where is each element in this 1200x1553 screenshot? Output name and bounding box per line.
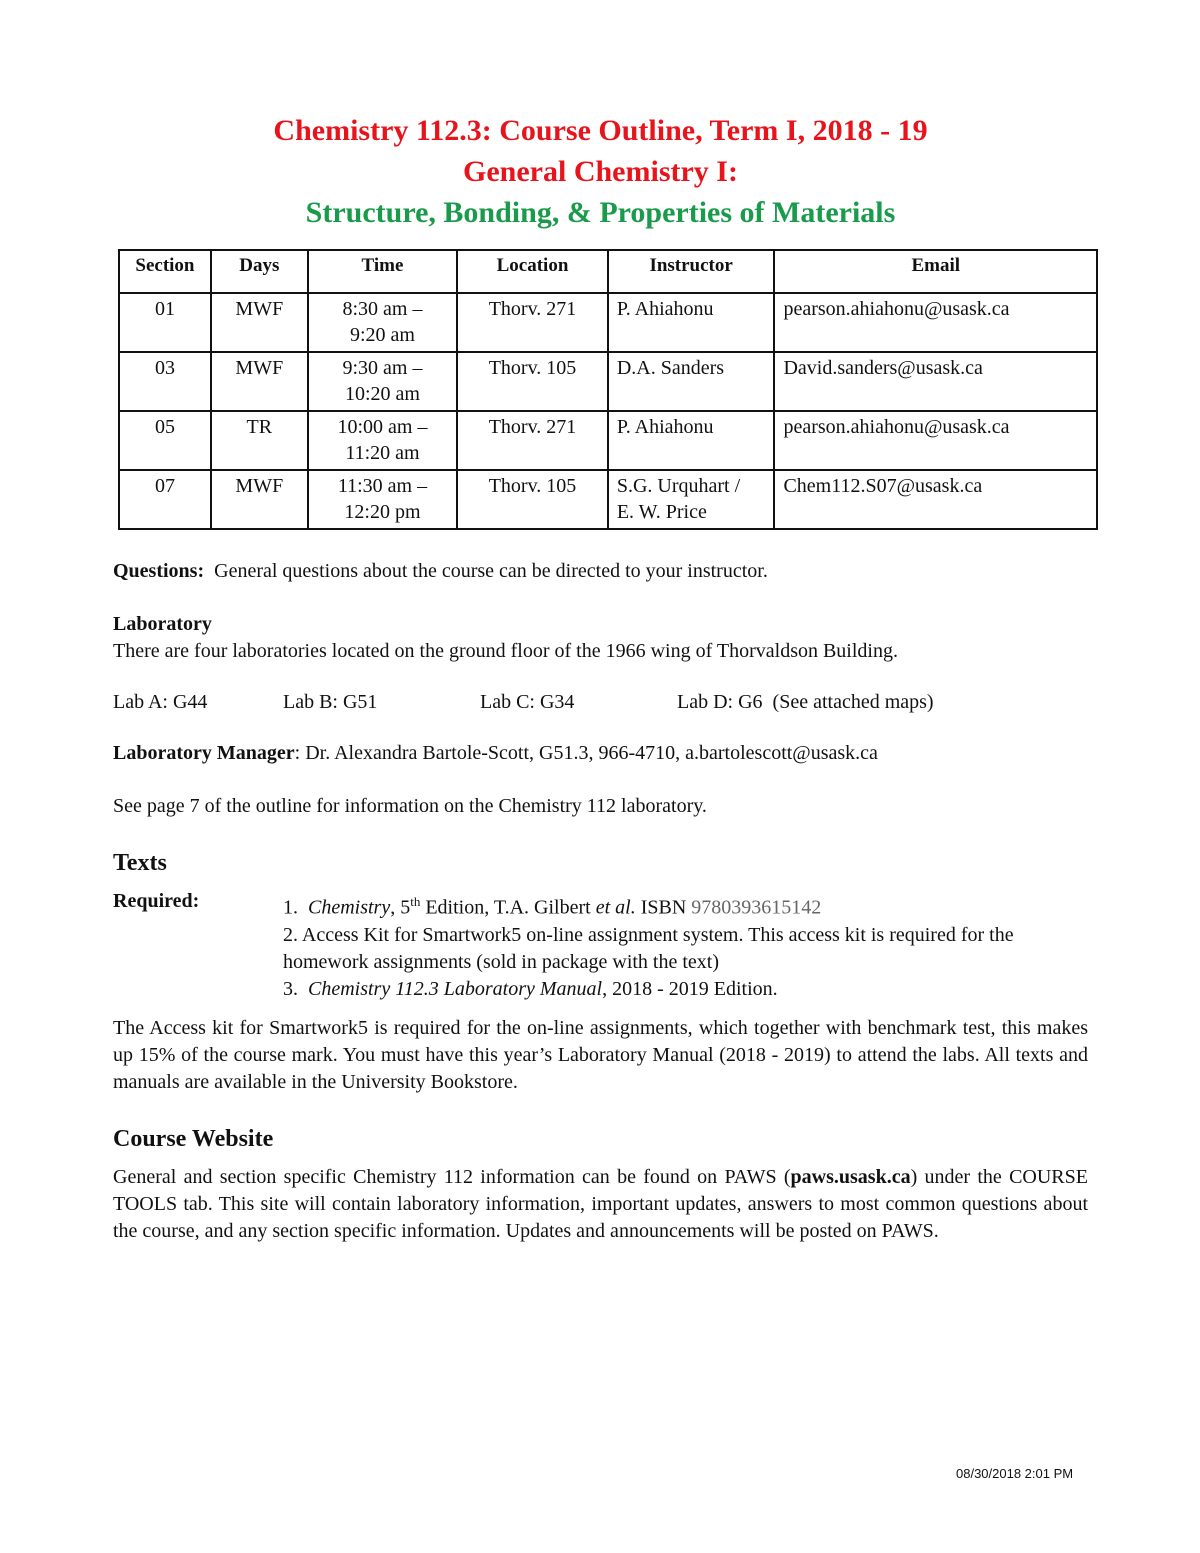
texts-heading: Texts [113,850,167,876]
cell-time [308,352,457,411]
time-end: 9:20 am [349,324,415,346]
cell-section: 01 [119,293,211,352]
cell-email: pearson.ahiahonu@usask.ca [774,293,1097,352]
cell-email: David.sanders@usask.ca [774,352,1097,411]
lab-manager [113,740,1088,767]
table-row [119,411,1097,470]
course-title: Chemistry 112.3: Course Outline, Term I, 2018 - 19 [273,114,928,147]
et-al: et al. [595,896,636,919]
book-title: Chemistry [308,896,391,919]
cell-time [308,293,457,352]
cell-days: TR [211,411,308,470]
texts-paragraph: The Access kit for Smartwork5 is required for the on-line assignments, which together with benchmark test, this makes up 15% of the course mark. You must have this year’s Laboratory Manual (2018 - 2019) to attend the labs. All texts and manuals are available in the University Bookstore. [113,1016,1088,1093]
website-paragraph [113,1164,1088,1245]
required-label: Required: [113,890,200,912]
item-number: 1. [283,896,298,919]
list-item [283,888,1088,922]
cell-email: pearson.ahiahonu@usask.ca [774,411,1097,470]
item-text: , 2018 - 2019 Edition. [602,977,778,1000]
questions-text: General questions about the course can be directed to your instructor. [214,560,768,582]
superscript: th [410,894,421,909]
header-email: Email [774,250,1097,293]
manual-title: Chemistry 112.3 Laboratory Manual [308,977,603,1000]
lab-b: Lab B: G51 [283,691,378,713]
table-header-row [119,250,1097,293]
cell-instructor [608,411,775,470]
cell-days: MWF [211,293,308,352]
time-start: 10:00 am – [337,416,428,438]
required-list [283,888,1088,1003]
website-text: General and section specific Chemistry 112 information can be found on PAWS ( [113,1165,791,1188]
course-topic: Structure, Bonding, & Properties of Materials [305,196,896,229]
time-start: 11:30 am – [337,475,428,497]
time-start: 9:30 am – [342,357,423,379]
header-section: Section [119,250,211,293]
questions-label: Questions: [113,560,205,582]
footer-timestamp: 08/30/2018 2:01 PM [956,1466,1074,1481]
time-end: 11:20 am [345,442,420,464]
page [113,110,1088,1245]
required-texts [113,888,1088,1003]
cell-location: Thorv. 105 [457,352,608,411]
cell-location: Thorv. 271 [457,411,608,470]
cell-location: Thorv. 105 [457,470,608,529]
website-text: ) under the COURSE TOOLS tab. This site will contain laboratory information, important updates, answers to most common questions about the course, and any section specific information. Updates and announcements will be posted on PAWS. [113,1165,1088,1242]
instructor-line1: S.G. Urquhart / [616,475,741,497]
lab-list [113,691,1088,714]
cell-time [308,411,457,470]
laboratory-text: There are four laboratories located on the ground floor of the 1966 wing of Thorvaldson Building. [113,640,898,662]
cell-instructor [608,470,775,529]
instructor-line1: P. Ahiahonu [616,298,714,320]
time-end: 10:20 am [344,383,420,405]
lab-manager-label: Laboratory Manager [113,742,295,764]
lab-c: Lab C: G34 [480,691,575,713]
item-text: Edition, T.A. Gilbert [420,896,596,919]
list-item [283,976,1088,1003]
paws-link[interactable]: paws.usask.ca [790,1165,911,1188]
course-subtitle: General Chemistry I: [463,155,738,188]
isbn-number: 9780393615142 [691,896,822,919]
instructor-line2: E. W. Price [616,501,707,523]
schedule-table [118,249,1098,530]
cell-instructor [608,352,775,411]
laboratory-heading: Laboratory [113,613,212,635]
table-row [119,352,1097,411]
header-instructor: Instructor [608,250,775,293]
cell-location: Thorv. 271 [457,293,608,352]
cell-section: 03 [119,352,211,411]
lab-manager-text: : Dr. Alexandra Bartole-Scott, G51.3, 966-4710, a.bartolescott@usask.ca [294,742,878,764]
cell-instructor [608,293,775,352]
table-row [119,470,1097,529]
questions-paragraph [113,558,1088,585]
website-heading: Course Website [113,1125,274,1152]
header-time: Time [308,250,457,293]
lab-see-page: See page 7 of the outline for information on the Chemistry 112 laboratory. [113,795,707,817]
time-end: 12:20 pm [344,501,421,523]
cell-section: 07 [119,470,211,529]
item-number: 3. [283,977,298,1000]
cell-days: MWF [211,352,308,411]
lab-a: Lab A: G44 [113,691,208,713]
table-row [119,293,1097,352]
instructor-line1: D.A. Sanders [616,357,725,379]
cell-email: Chem112.S07@usask.ca [774,470,1097,529]
time-start: 8:30 am – [342,298,423,320]
header-days: Days [211,250,308,293]
cell-time [308,470,457,529]
item-text: , 5 [390,896,411,919]
lab-d: Lab D: G6 (See attached maps) [677,691,934,713]
cell-days: MWF [211,470,308,529]
header-location: Location [457,250,608,293]
cell-section: 05 [119,411,211,470]
isbn-label: ISBN [635,896,692,919]
list-item: 2. Access Kit for Smartwork5 on-line assignment system. This access kit is required for the homework assignments (sold in package with the text) [283,923,1014,973]
instructor-line1: P. Ahiahonu [616,416,714,438]
